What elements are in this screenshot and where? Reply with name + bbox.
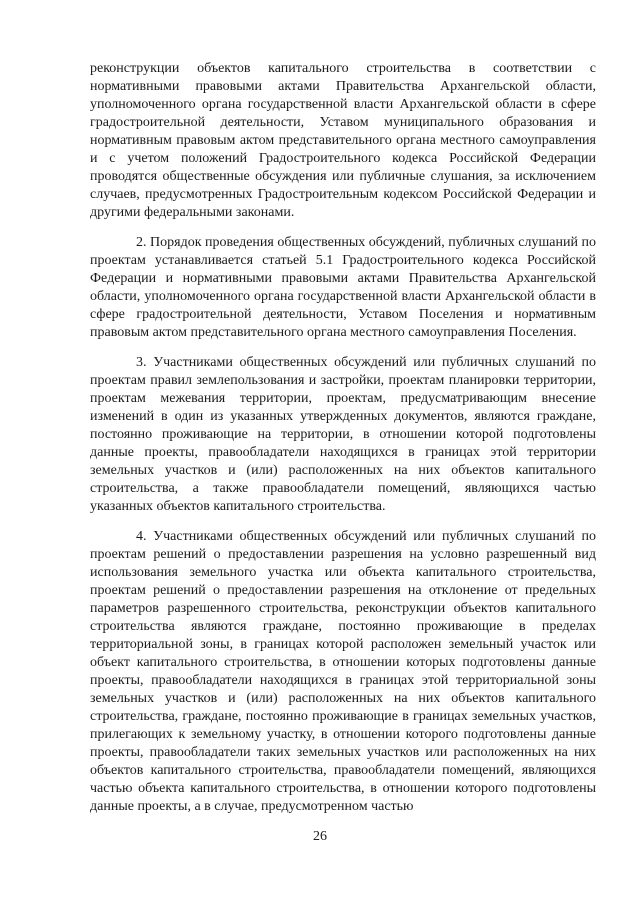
paragraph-item-4: 4. Участниками общественных обсуждений или публичных слушаний по проектам решений о предоставлении разрешения на условно разрешенный вид использования земельного участка или объекта капитального строительства, проектам решений о предоставлении разрешения на отклонение от предельных параметров разрешенного строительства, реконструкции объектов капитального строительства являются граждане, постоянно проживающие в пределах территориальной зоны, в границах которой расположен земельный участок или объект капитального строительства, в отношении которых подготовлены данные проекты, правообладатели находящихся в границах этой территориальной зоны земельных участков и (или) расположенных на них объектов капитального строительства, граждане, постоянно проживающие в границах земельных участков, прилегающих к земельному участку, в отношении которого подготовлены данные проекты, правообладатели таких земельных участков или расположенных на них объектов капитального строительства, правообладатели помещений, являющихся частью объекта капитального строительства, в отношении которого подготовлены данные проекты, а в случае, предусмотренном частью bbox=[90, 529, 596, 814]
paragraph-item-2: 2. Порядок проведения общественных обсуждений, публичных слушаний по проектам устанавливается статьей 5.1 Градостроительного кодекса Российской Федерации и нормативными правовыми актами Правительства Архангельской области, уполномоченного органа государственной власти Архангельской области в сфере градостроительной деятельности, Уставом Поселения и нормативным правовым актом представительного органа местного самоуправления Поселения. bbox=[90, 235, 596, 340]
document-body bbox=[90, 60, 596, 828]
paragraph-continuation: реконструкции объектов капитального строительства в соответствии с нормативными правовыми актами Правительства Архангельской области, уполномоченного органа государственной власти Архангельской области в сфере градостроительной деятельности, Уставом муниципального образования и нормативным правовым актом представительного органа местного самоуправления и с учетом положений Градостроительного кодекса Российской Федерации проводятся общественные обсуждения или публичные слушания, за исключением случаев, предусмотренных Градостроительным кодексом Российской Федерации и другими федеральными законами. bbox=[90, 61, 596, 220]
page-number: 26 bbox=[313, 829, 327, 844]
paragraph-item-3: 3. Участниками общественных обсуждений или публичных слушаний по проектам правил землепользования и застройки, проектам планировки территории, проектам межевания территории, проектам, предусматривающим внесение изменений в один из указанных утвержденных документов, являются граждане, постоянно проживающие на территории, в отношении которой подготовлены данные проекты, правообладатели находящихся в границах этой территории земельных участков и (или) расположенных на них объектов капитального строительства, а также правообладатели помещений, являющихся частью указанных объектов капитального строительства. bbox=[90, 355, 596, 514]
